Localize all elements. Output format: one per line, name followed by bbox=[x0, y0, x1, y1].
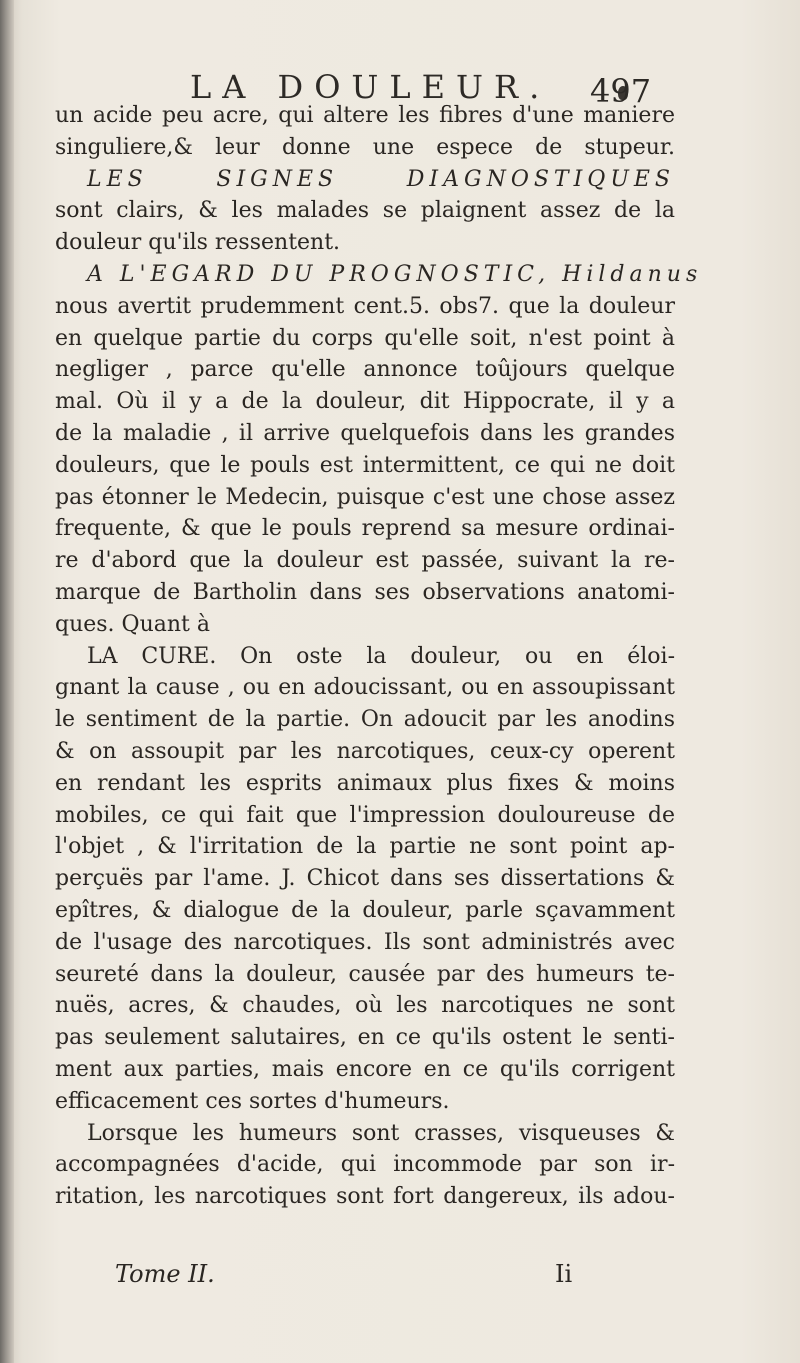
text-line: LES SIGNES DIAGNOSTIQUES bbox=[87, 166, 675, 192]
text-line: efficacement ces sortes d'humeurs. bbox=[55, 1088, 450, 1114]
text-line: un acide peu acre, qui altere les fibres d'une maniere bbox=[55, 103, 675, 128]
text-line: mobiles, ce qui fait que l'impression douloureuse de bbox=[55, 802, 675, 828]
text-line: Lorsque les humeurs sont crasses, visqueuses & bbox=[87, 1120, 675, 1146]
text-line: ritation, les narcotiques sont fort dangereux, ils adou- bbox=[55, 1184, 675, 1210]
text-line: mal. Où il y a de la douleur, dit Hippocrate, il y a bbox=[55, 389, 675, 415]
text-line: marque de Bartholin dans ses observations anatomi- bbox=[55, 579, 675, 605]
text-line: accompagnées d'acide, qui incommode par son ir- bbox=[55, 1152, 675, 1178]
text-line: singuliere,& leur donne une espece de stupeur. bbox=[55, 134, 675, 160]
page-number: 497 bbox=[590, 72, 652, 110]
text-line: re d'abord que la douleur est passée, suivant la re- bbox=[55, 548, 675, 574]
text-line: de la maladie , il arrive quelquefois dans les grandes bbox=[55, 420, 675, 446]
text-line: pas étonner le Medecin, puisque c'est une chose assez bbox=[55, 484, 675, 510]
text-line: douleurs, que le pouls est intermittent, ce qui ne doit bbox=[55, 452, 675, 478]
text-line: & on assoupit par les narcotiques, ceux-cy operent bbox=[55, 738, 675, 764]
text-line: douleur qu'ils ressentent. bbox=[55, 230, 341, 256]
text-line: A L'EGARD DU PROGNOSTIC, Hildanus bbox=[87, 261, 703, 287]
text-line: epîtres, & dialogue de la douleur, parle sçavamment bbox=[55, 897, 675, 923]
gathering-mark: Ii bbox=[555, 1260, 573, 1288]
text-line: le sentiment de la partie. On adoucit par les anodins bbox=[55, 707, 675, 733]
text-line: negliger , parce qu'elle annonce toûjours quelque bbox=[55, 357, 675, 383]
text-line: nous avertit prudemment cent.5. obs7. que la douleur bbox=[55, 293, 675, 319]
running-title: LA DOULEUR. bbox=[190, 68, 551, 106]
text-line: frequente, & que le pouls reprend sa mesure ordinai- bbox=[55, 516, 675, 542]
text-line: ment aux parties, mais encore en ce qu'ils corrigent bbox=[55, 1056, 675, 1082]
text-line: sont clairs, & les malades se plaignent assez de la bbox=[55, 198, 675, 224]
text-line: en rendant les esprits animaux plus fixes & moins bbox=[55, 770, 675, 796]
text-line: pas seulement salutaires, en ce qu'ils ostent le senti- bbox=[55, 1025, 675, 1051]
text-line: en quelque partie du corps qu'elle soit, n'est point à bbox=[55, 325, 675, 351]
body-text bbox=[55, 100, 703, 1213]
text-line: LA CURE. On oste la douleur, ou en éloi- bbox=[87, 643, 675, 669]
text-line: gnant la cause , ou en adoucissant, ou en assoupissant bbox=[55, 675, 675, 701]
text-line: perçuës par l'ame. J. Chicot dans ses dissertations & bbox=[55, 866, 675, 892]
text-line: nuës, acres, & chaudes, où les narcotiques ne sont bbox=[55, 993, 675, 1019]
text-line: seureté dans la douleur, causée par des humeurs te- bbox=[55, 961, 675, 987]
book-spine-shadow bbox=[0, 0, 14, 1363]
page-footer bbox=[55, 1260, 675, 1296]
volume-signature: Tome II. bbox=[115, 1260, 215, 1288]
text-line: ques. Quant à bbox=[55, 611, 210, 637]
text-line: de l'usage des narcotiques. Ils sont administrés avec bbox=[55, 929, 675, 955]
text-line: l'objet , & l'irritation de la partie ne sont point ap- bbox=[55, 834, 675, 860]
